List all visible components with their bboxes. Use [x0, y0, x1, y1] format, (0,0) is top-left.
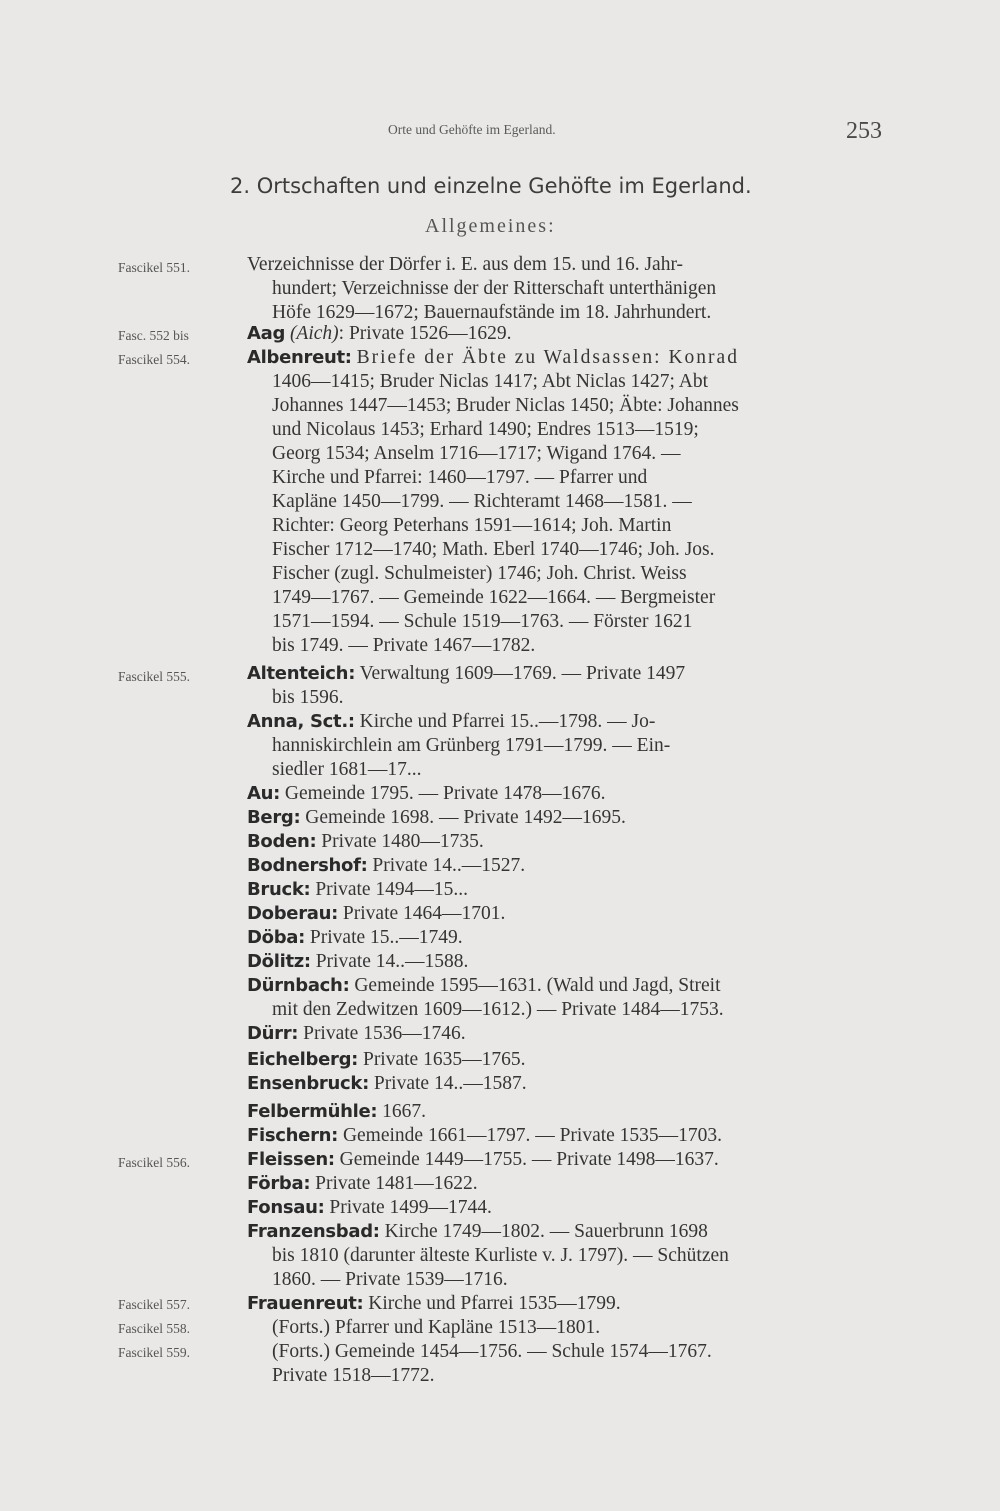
entry-text: Gemeinde 1795. — Private 1478—1676.: [284, 783, 606, 804]
text-line: hanniskirchlein am Grünberg 1791—1799. — Ein-: [272, 735, 671, 756]
text-line: Georg 1534; Anselm 1716—1717; Wigand 1764. —: [272, 443, 681, 464]
margin-note: Fascikel 559.: [118, 1345, 190, 1360]
entry-text: Private 1480—1735.: [321, 831, 484, 852]
entry-duernbach: [247, 975, 721, 997]
entry-text: Private 15..—1749.: [309, 927, 463, 948]
margin-note: Fascikel 551.: [118, 260, 190, 275]
entry-text: Private 1536—1746.: [303, 1023, 466, 1044]
place-name: Fischern:: [247, 1125, 339, 1146]
place-name: Fonsau:: [247, 1197, 325, 1218]
section-title: 2. Ortschaften und einzelne Gehöfte im Egerland.: [230, 174, 752, 198]
place-name: Au:: [247, 783, 281, 804]
place-name: Franzensbad:: [247, 1221, 380, 1242]
text-line: mit den Zedwitzen 1609—1612.) — Private 1484—1753.: [272, 999, 724, 1020]
entry-fleissen: [247, 1149, 719, 1171]
entry-au: [247, 783, 606, 805]
place-name: Eichelberg:: [247, 1049, 359, 1070]
entry-berg: [247, 807, 626, 829]
place-name: Doberau:: [247, 903, 339, 924]
entry-anna: [247, 711, 655, 733]
place-name: Altenteich:: [247, 663, 356, 684]
text-line: Kirche und Pfarrei: 1460—1797. — Pfarrer und: [272, 467, 648, 488]
entry-text: Kirche und Pfarrei 1535—1799.: [368, 1293, 621, 1314]
place-name: Anna, Sct.:: [247, 711, 355, 732]
text-line: Höfe 1629—1672; Bauernaufstände im 18. Jahrhundert.: [272, 302, 712, 323]
text-line: Richter: Georg Peterhans 1591—1614; Joh. Martin: [272, 515, 672, 536]
text-line: Verzeichnisse der Dörfer i. E. aus dem 15. und 16. Jahr-: [247, 254, 684, 275]
entry-text: 1667.: [382, 1101, 427, 1122]
entry-eichelberg: [247, 1049, 525, 1071]
entry-text: Private 14..—1587.: [373, 1073, 527, 1094]
entry-text: Gemeinde 1661—1797. — Private 1535—1703.: [342, 1125, 723, 1146]
text-line: (Forts.) Pfarrer und Kapläne 1513—1801.: [272, 1317, 601, 1338]
entry-ensenbruck: [247, 1073, 527, 1095]
text-line: bis 1749. — Private 1467—1782.: [272, 635, 536, 656]
text-line: 1749—1767. — Gemeinde 1622—1664. — Bergmeister: [272, 587, 716, 608]
entry-text: Private 1499—1744.: [329, 1197, 492, 1218]
place-name: Aag: [247, 323, 286, 344]
text-line: bis 1596.: [272, 687, 344, 708]
entry-doberau: [247, 903, 505, 925]
place-name: Boden:: [247, 831, 317, 852]
place-name: Fleissen:: [247, 1149, 335, 1170]
entry-bodnershof: [247, 855, 525, 877]
margin-note: Fascikel 556.: [118, 1155, 190, 1170]
place-alias: (Aich): [289, 323, 339, 344]
place-name: Dürr:: [247, 1023, 299, 1044]
entry-text: Gemeinde 1698. — Private 1492—1695.: [305, 807, 626, 828]
place-name: Bodnershof:: [247, 855, 368, 876]
margin-note: Fascikel 554.: [118, 352, 190, 367]
entry-albenreut: [247, 347, 739, 369]
text-line: Johannes 1447—1453; Bruder Niclas 1450; Äbte: Johannes: [272, 395, 739, 416]
place-name: Berg:: [247, 807, 301, 828]
entry-aag: [247, 323, 511, 345]
entry-felbermuehle: [247, 1101, 426, 1123]
text-line: Fischer (zugl. Schulmeister) 1746; Joh. Christ. Weiss: [272, 563, 687, 584]
entry-text: Private 1464—1701.: [342, 903, 506, 924]
page-number: 253: [846, 118, 882, 144]
text-line: 1406—1415; Bruder Niclas 1417; Abt Niclas 1427; Abt: [272, 371, 709, 392]
place-name: Ensenbruck:: [247, 1073, 369, 1094]
place-name: Frauenreut:: [247, 1293, 364, 1314]
entry-text: Kirche 1749—1802. — Sauerbrunn 1698: [384, 1221, 708, 1242]
subheading: Allgemeines:: [425, 215, 556, 237]
text-line: und Nicolaus 1453; Erhard 1490; Endres 1513—1519;: [272, 419, 699, 440]
entry-doelitz: [247, 951, 468, 973]
text-line: siedler 1681—17...: [272, 759, 422, 780]
entry-text: Kirche und Pfarrei 15..—1798. — Jo-: [359, 711, 656, 732]
text-line: hundert; Verzeichnisse der der Ritterschaft unterthänigen: [272, 278, 717, 299]
entry-text: : Private 1526—1629.: [338, 323, 512, 344]
text-line: Private 1518—1772.: [272, 1365, 435, 1386]
margin-note: Fascikel 558.: [118, 1321, 190, 1336]
text-line: 1571—1594. — Schule 1519—1763. — Förster 1621: [272, 611, 693, 632]
place-name: Dürnbach:: [247, 975, 350, 996]
text-line: (Forts.) Gemeinde 1454—1756. — Schule 1574—1767.: [272, 1341, 712, 1362]
entry-text: Private 14..—1527.: [372, 855, 526, 876]
place-name: Dölitz:: [247, 951, 311, 972]
entry-foerba: [247, 1173, 478, 1195]
margin-note: Fascikel 555.: [118, 669, 190, 684]
text-line: 1860. — Private 1539—1716.: [272, 1269, 508, 1290]
entry-fischern: [247, 1125, 722, 1147]
text-line: bis 1810 (darunter älteste Kurliste v. J. 1797). — Schützen: [272, 1245, 729, 1266]
place-name: Albenreut:: [247, 347, 352, 368]
running-head: Orte und Gehöfte im Egerland.: [388, 122, 556, 137]
text-line: Kapläne 1450—1799. — Richteramt 1468—1581. —: [272, 491, 692, 512]
entry-frauenreut: [247, 1293, 621, 1315]
entry-text: Private 14..—1588.: [315, 951, 469, 972]
place-name: Döba:: [247, 927, 306, 948]
margin-note: Fasc. 552 bis: [118, 328, 189, 343]
entry-text: Private 1481—1622.: [315, 1173, 478, 1194]
entry-text: Private 1635—1765.: [362, 1049, 526, 1070]
place-name: Bruck:: [247, 879, 311, 900]
entry-boden: [247, 831, 484, 853]
place-name: Felbermühle:: [247, 1101, 378, 1122]
entry-text: Gemeinde 1595—1631. (Wald und Jagd, Streit: [354, 975, 721, 996]
entry-fonsau: [247, 1197, 492, 1219]
entry-bruck: [247, 879, 468, 901]
place-name: Förba:: [247, 1173, 311, 1194]
entry-duerr: [247, 1023, 466, 1045]
entry-text: Gemeinde 1449—1755. — Private 1498—1637.: [339, 1149, 719, 1170]
margin-note: Fascikel 557.: [118, 1297, 190, 1312]
entry-doeba: [247, 927, 463, 949]
entry-text: Briefe der Äbte zu Waldsassen: Konrad: [356, 347, 739, 368]
entry-text: Private 1494—15...: [315, 879, 469, 900]
entry-altenteich: [247, 663, 685, 685]
text-line: Fischer 1712—1740; Math. Eberl 1740—1746; Joh. Jos.: [272, 539, 715, 560]
entry-franzensbad: [247, 1221, 708, 1243]
entry-text: Verwaltung 1609—1769. — Private 1497: [359, 663, 686, 684]
